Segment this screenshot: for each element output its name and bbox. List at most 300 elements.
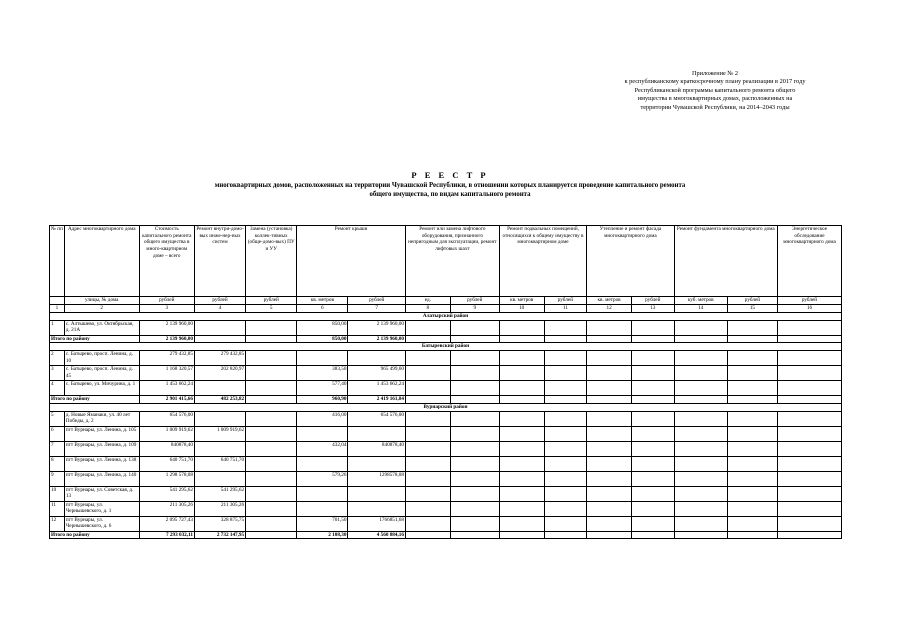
- empty-cell: [674, 320, 727, 335]
- row-address: пгт Вурнары, ул. Чернышевского, д. 1: [64, 501, 139, 516]
- empty-cell: [777, 441, 841, 456]
- table-row: [50, 320, 842, 335]
- empty-cell: [450, 441, 499, 456]
- header-row: [50, 226, 842, 297]
- empty-cell: [587, 396, 632, 404]
- unit-cell: рублей: [246, 297, 297, 305]
- empty-cell: [727, 426, 777, 441]
- col-number: 4: [194, 305, 245, 313]
- title-line-2: общего имущества, по видам капитального ремонта: [369, 191, 531, 198]
- unit-cell: [50, 297, 65, 305]
- row-engineering-cost: [194, 471, 245, 486]
- row-num: 10: [50, 486, 65, 501]
- col-number: 7: [348, 305, 406, 313]
- row-total-cost: 640 751,70: [139, 456, 194, 471]
- row-total-cost: 541 295,62: [139, 486, 194, 501]
- empty-cell: [544, 471, 587, 486]
- row-address: д. Новые Яманаки, ул. 40 лет Победы, д. 2: [64, 411, 139, 426]
- unit-cell: рублей: [450, 297, 499, 305]
- empty-cell: [727, 381, 777, 396]
- empty-cell: [674, 531, 727, 539]
- row-address: пгт Вурнары, ул. Чернышевского, д. 6: [64, 516, 139, 531]
- row-roof-area: [297, 486, 348, 501]
- empty-cell: [631, 320, 674, 335]
- row-address: с. Батырево, просп. Ленина, д. 45: [64, 366, 139, 381]
- registry-body: [50, 313, 842, 539]
- empty-cell: [631, 411, 674, 426]
- table-row: [50, 441, 842, 456]
- empty-cell: [450, 351, 499, 366]
- row-roof-area: 383,50: [297, 366, 348, 381]
- row-roof-cost: 654 576,00: [348, 411, 406, 426]
- empty-cell: [587, 411, 632, 426]
- district-name: Батыревский район: [50, 343, 842, 351]
- empty-cell: [450, 381, 499, 396]
- row-engineering-cost: [194, 320, 245, 335]
- district-header-row: [50, 343, 842, 351]
- empty-cell: [631, 516, 674, 531]
- empty-cell: [587, 426, 632, 441]
- empty-cell: [777, 531, 841, 539]
- empty-cell: [631, 366, 674, 381]
- row-total-cost: 840878,40: [139, 441, 194, 456]
- row-total-cost: 654 576,00: [139, 411, 194, 426]
- empty-cell: [631, 501, 674, 516]
- total-label: Итого по району: [50, 531, 140, 539]
- empty-cell: [587, 381, 632, 396]
- header-elevator: Ремонт или замена лифтового оборудования, признанного непригодным для эксплуатации, ремонт лифтовых шахт: [405, 226, 499, 297]
- empty-cell: [544, 516, 587, 531]
- header-address: Адрес многоквартирного дома: [64, 226, 139, 297]
- empty-cell: [499, 351, 544, 366]
- row-engineering-cost: [194, 411, 245, 426]
- table-row: [50, 366, 842, 381]
- empty-cell: [777, 486, 841, 501]
- header-foundation: Ремонт фундамента многоквартирного дома: [674, 226, 777, 297]
- table-row: [50, 411, 842, 426]
- row-roof-cost: 1 453 662,24: [348, 381, 406, 396]
- row-address: пгт Вурнары, ул. Ленина, д. 138: [64, 456, 139, 471]
- col-number: 16: [777, 305, 841, 313]
- empty-cell: [777, 426, 841, 441]
- unit-cell: рублей: [348, 297, 406, 305]
- row-engineering-cost: [194, 381, 245, 396]
- empty-cell: [777, 396, 841, 404]
- title-main: Р Е Е С Т Р: [411, 170, 489, 180]
- row-meters-cost: [246, 441, 297, 456]
- empty-cell: [587, 486, 632, 501]
- empty-cell: [631, 471, 674, 486]
- row-num: 11: [50, 501, 65, 516]
- col-number: 15: [727, 305, 777, 313]
- empty-cell: [544, 411, 587, 426]
- empty-cell: [727, 320, 777, 335]
- total-cost: 2 139 960,00: [139, 335, 194, 343]
- total-roof-area: 2 108,30: [297, 531, 348, 539]
- empty-cell: [587, 441, 632, 456]
- row-roof-cost: [348, 501, 406, 516]
- empty-cell: [587, 471, 632, 486]
- row-meters-cost: [246, 366, 297, 381]
- row-roof-cost: 840878,40: [348, 441, 406, 456]
- row-address: с. Алтышево, ул. Октябрьская, д. 21А: [64, 320, 139, 335]
- empty-cell: [777, 411, 841, 426]
- row-total-cost: 1 009 919,62: [139, 426, 194, 441]
- empty-cell: [246, 335, 297, 343]
- registry-table: [49, 225, 842, 539]
- row-address: с. Батырево, просп. Ленина, д. 10: [64, 351, 139, 366]
- empty-cell: [405, 486, 450, 501]
- row-roof-area: 577,40: [297, 381, 348, 396]
- empty-cell: [405, 456, 450, 471]
- empty-cell: [499, 486, 544, 501]
- row-total-cost: 2 139 960,00: [139, 320, 194, 335]
- row-roof-cost: 2 139 960,00: [348, 320, 406, 335]
- empty-cell: [631, 486, 674, 501]
- empty-cell: [777, 366, 841, 381]
- row-meters-cost: [246, 426, 297, 441]
- appendix-line: территории Чувашской Республики, на 2014–2043 годы: [640, 103, 790, 111]
- empty-cell: [674, 426, 727, 441]
- empty-cell: [631, 531, 674, 539]
- header-num: № пп: [50, 226, 65, 297]
- row-total-cost: 1 298 578,08: [139, 471, 194, 486]
- row-num: 8: [50, 456, 65, 471]
- row-num: 2: [50, 351, 65, 366]
- empty-cell: [499, 366, 544, 381]
- table-row: [50, 351, 842, 366]
- row-engineering-cost: 1 009 919,62: [194, 426, 245, 441]
- empty-cell: [544, 351, 587, 366]
- appendix-line: имущества в многоквартирных домах, расположенных на: [637, 95, 793, 103]
- row-total-cost: 2 095 727,43: [139, 516, 194, 531]
- row-num: 7: [50, 441, 65, 456]
- row-roof-cost: 1766851,68: [348, 516, 406, 531]
- table-row: [50, 471, 842, 486]
- row-address: пгт Вурнары, ул. Ленина, д. 109: [64, 441, 139, 456]
- empty-cell: [727, 456, 777, 471]
- district-total-row: [50, 335, 842, 343]
- table-row: [50, 501, 842, 516]
- appendix-line: Приложение № 2: [691, 70, 739, 77]
- row-engineering-cost: 202 820,97: [194, 366, 245, 381]
- header-facade: Утепление и ремонт фасада многоквартирного дома: [587, 226, 674, 297]
- unit-cell: рублей: [727, 297, 777, 305]
- empty-cell: [631, 426, 674, 441]
- column-numbers-row: [50, 305, 842, 313]
- empty-cell: [499, 441, 544, 456]
- empty-cell: [587, 366, 632, 381]
- col-number: 2: [64, 305, 139, 313]
- district-name: Алатырский район: [50, 313, 842, 321]
- col-number: 1: [50, 305, 65, 313]
- empty-cell: [777, 471, 841, 486]
- total-label: Итого по району: [50, 335, 140, 343]
- row-roof-area: [297, 351, 348, 366]
- table-row: [50, 381, 842, 396]
- row-meters-cost: [246, 516, 297, 531]
- empty-cell: [450, 456, 499, 471]
- header-meters: Замена (установка) коллек-тивных (обще-домо-вых) ПУ и УУ: [246, 226, 297, 297]
- empty-cell: [674, 411, 727, 426]
- col-number: 14: [674, 305, 727, 313]
- unit-cell: кв. метров: [587, 297, 632, 305]
- empty-cell: [405, 335, 450, 343]
- row-roof-area: [297, 426, 348, 441]
- empty-cell: [631, 335, 674, 343]
- row-meters-cost: [246, 381, 297, 396]
- empty-cell: [544, 320, 587, 335]
- empty-cell: [587, 320, 632, 335]
- empty-cell: [544, 531, 587, 539]
- total-cost: 7 293 032,11: [139, 531, 194, 539]
- total-engineering: [194, 335, 245, 343]
- empty-cell: [499, 471, 544, 486]
- total-roof-cost: 2 419 161,84: [348, 396, 406, 404]
- unit-cell: кв. метров: [499, 297, 544, 305]
- row-num: 1: [50, 320, 65, 335]
- col-number: 9: [450, 305, 499, 313]
- empty-cell: [587, 516, 632, 531]
- empty-cell: [544, 441, 587, 456]
- empty-cell: [499, 335, 544, 343]
- empty-cell: [450, 396, 499, 404]
- empty-cell: [631, 351, 674, 366]
- unit-cell: кв. метров: [297, 297, 348, 305]
- row-meters-cost: [246, 471, 297, 486]
- empty-cell: [631, 381, 674, 396]
- empty-cell: [777, 351, 841, 366]
- empty-cell: [777, 501, 841, 516]
- empty-cell: [777, 320, 841, 335]
- total-cost: 2 901 415,66: [139, 396, 194, 404]
- table-row: [50, 426, 842, 441]
- empty-cell: [450, 471, 499, 486]
- empty-cell: [674, 351, 727, 366]
- total-roof-area: 850,00: [297, 335, 348, 343]
- empty-cell: [499, 516, 544, 531]
- row-engineering-cost: [194, 441, 245, 456]
- row-meters-cost: [246, 501, 297, 516]
- row-roof-cost: 1298578,08: [348, 471, 406, 486]
- empty-cell: [246, 531, 297, 539]
- total-engineering: 2 732 147,95: [194, 531, 245, 539]
- empty-cell: [587, 351, 632, 366]
- empty-cell: [450, 426, 499, 441]
- empty-cell: [499, 411, 544, 426]
- col-number: 13: [631, 305, 674, 313]
- header-engineering: Ремонт внутри-домо-вых инже-нер-ных систем: [194, 226, 245, 297]
- empty-cell: [587, 501, 632, 516]
- empty-cell: [499, 396, 544, 404]
- empty-cell: [499, 501, 544, 516]
- empty-cell: [727, 351, 777, 366]
- empty-cell: [544, 381, 587, 396]
- empty-cell: [450, 501, 499, 516]
- row-meters-cost: [246, 456, 297, 471]
- empty-cell: [405, 501, 450, 516]
- district-total-row: [50, 396, 842, 404]
- title-line-1: многоквартирных домов, расположенных на территории Чувашской Республики, в отношении которых планируется проведение капитального ремонта: [214, 182, 686, 189]
- empty-cell: [450, 516, 499, 531]
- empty-cell: [450, 411, 499, 426]
- empty-cell: [544, 366, 587, 381]
- empty-cell: [405, 396, 450, 404]
- empty-cell: [499, 381, 544, 396]
- header-total-cost: Стоимость капитального ремонта общего имущества в много-квартирном доме – всего: [139, 226, 194, 297]
- empty-cell: [674, 366, 727, 381]
- row-roof-cost: [348, 456, 406, 471]
- empty-cell: [727, 471, 777, 486]
- total-roof-area: 960,90: [297, 396, 348, 404]
- district-header-row: [50, 313, 842, 321]
- row-engineering-cost: 640 751,70: [194, 456, 245, 471]
- empty-cell: [544, 501, 587, 516]
- row-address: пгт Вурнары, ул. Ленина, д. 140: [64, 471, 139, 486]
- empty-cell: [631, 456, 674, 471]
- unit-cell: рублей: [544, 297, 587, 305]
- col-number: 8: [405, 305, 450, 313]
- empty-cell: [450, 335, 499, 343]
- empty-cell: [450, 486, 499, 501]
- header-roof: Ремонт крыши: [297, 226, 406, 297]
- empty-cell: [499, 456, 544, 471]
- unit-cell: рублей: [139, 297, 194, 305]
- empty-cell: [727, 531, 777, 539]
- empty-cell: [631, 396, 674, 404]
- row-address: с. Батырево, ул. Мичурина, д. 1: [64, 381, 139, 396]
- empty-cell: [674, 381, 727, 396]
- empty-cell: [777, 516, 841, 531]
- units-row: [50, 297, 842, 305]
- total-label: Итого по району: [50, 396, 140, 404]
- total-roof-cost: 2 139 960,00: [348, 335, 406, 343]
- row-num: 12: [50, 516, 65, 531]
- empty-cell: [450, 531, 499, 539]
- row-roof-area: 701,50: [297, 516, 348, 531]
- row-num: 5: [50, 411, 65, 426]
- empty-cell: [631, 441, 674, 456]
- col-number: 5: [246, 305, 297, 313]
- empty-cell: [674, 441, 727, 456]
- table-row: [50, 456, 842, 471]
- empty-cell: [587, 335, 632, 343]
- empty-cell: [405, 471, 450, 486]
- row-roof-area: 579,26: [297, 471, 348, 486]
- empty-cell: [450, 366, 499, 381]
- empty-cell: [674, 501, 727, 516]
- empty-cell: [405, 381, 450, 396]
- row-roof-cost: [348, 351, 406, 366]
- col-number: 3: [139, 305, 194, 313]
- row-meters-cost: [246, 411, 297, 426]
- row-roof-area: 416,00: [297, 411, 348, 426]
- row-address: пгт Вурнары, ул. Советская, д. 13: [64, 486, 139, 501]
- unit-cell: улицы, № дома: [64, 297, 139, 305]
- empty-cell: [405, 426, 450, 441]
- col-number: 12: [587, 305, 632, 313]
- row-engineering-cost: 279 432,85: [194, 351, 245, 366]
- empty-cell: [674, 335, 727, 343]
- unit-cell: куб. метров: [674, 297, 727, 305]
- row-total-cost: 1 168 320,57: [139, 366, 194, 381]
- district-header-row: [50, 403, 842, 411]
- empty-cell: [727, 335, 777, 343]
- header-basement: Ремонт подвальных помещений, относящихся к общему имуществу в многоквартирном доме: [499, 226, 586, 297]
- row-roof-cost: [348, 426, 406, 441]
- row-num: 9: [50, 471, 65, 486]
- empty-cell: [727, 396, 777, 404]
- col-number: 11: [544, 305, 587, 313]
- empty-cell: [499, 320, 544, 335]
- appendix-note: [590, 70, 840, 112]
- empty-cell: [727, 411, 777, 426]
- row-meters-cost: [246, 486, 297, 501]
- appendix-line: к республиканскому краткосрочному плану реализации в 2017 году: [624, 78, 806, 86]
- district-name: Вурнарский район: [50, 403, 842, 411]
- row-roof-cost: 965 499,60: [348, 366, 406, 381]
- empty-cell: [544, 486, 587, 501]
- empty-cell: [405, 516, 450, 531]
- empty-cell: [405, 320, 450, 335]
- row-roof-area: [297, 501, 348, 516]
- row-num: 4: [50, 381, 65, 396]
- row-roof-cost: [348, 486, 406, 501]
- total-roof-cost: 4 560 884,16: [348, 531, 406, 539]
- empty-cell: [587, 456, 632, 471]
- total-engineering: 482 253,82: [194, 396, 245, 404]
- row-roof-area: 850,00: [297, 320, 348, 335]
- empty-cell: [674, 396, 727, 404]
- empty-cell: [777, 335, 841, 343]
- empty-cell: [405, 411, 450, 426]
- row-roof-area: [297, 456, 348, 471]
- col-number: 10: [499, 305, 544, 313]
- unit-cell: ед.: [405, 297, 450, 305]
- row-roof-area: 432,04: [297, 441, 348, 456]
- unit-cell: рублей: [777, 297, 841, 305]
- unit-cell: рублей: [631, 297, 674, 305]
- unit-cell: рублей: [194, 297, 245, 305]
- table-row: [50, 486, 842, 501]
- empty-cell: [727, 501, 777, 516]
- empty-cell: [674, 516, 727, 531]
- row-total-cost: 279 432,85: [139, 351, 194, 366]
- row-meters-cost: [246, 351, 297, 366]
- empty-cell: [544, 335, 587, 343]
- empty-cell: [405, 531, 450, 539]
- row-address: пгт Вурнары, ул. Ленина, д. 105: [64, 426, 139, 441]
- document-title: [60, 170, 840, 199]
- row-meters-cost: [246, 320, 297, 335]
- empty-cell: [777, 381, 841, 396]
- col-number: 6: [297, 305, 348, 313]
- empty-cell: [405, 366, 450, 381]
- empty-cell: [544, 456, 587, 471]
- empty-cell: [499, 426, 544, 441]
- empty-cell: [777, 456, 841, 471]
- district-total-row: [50, 531, 842, 539]
- empty-cell: [727, 366, 777, 381]
- empty-cell: [405, 351, 450, 366]
- empty-cell: [674, 486, 727, 501]
- empty-cell: [544, 396, 587, 404]
- row-num: 6: [50, 426, 65, 441]
- empty-cell: [727, 441, 777, 456]
- empty-cell: [727, 516, 777, 531]
- header-energy: Энергетическое обследование многоквартирного дома: [777, 226, 841, 297]
- row-total-cost: 211 305,26: [139, 501, 194, 516]
